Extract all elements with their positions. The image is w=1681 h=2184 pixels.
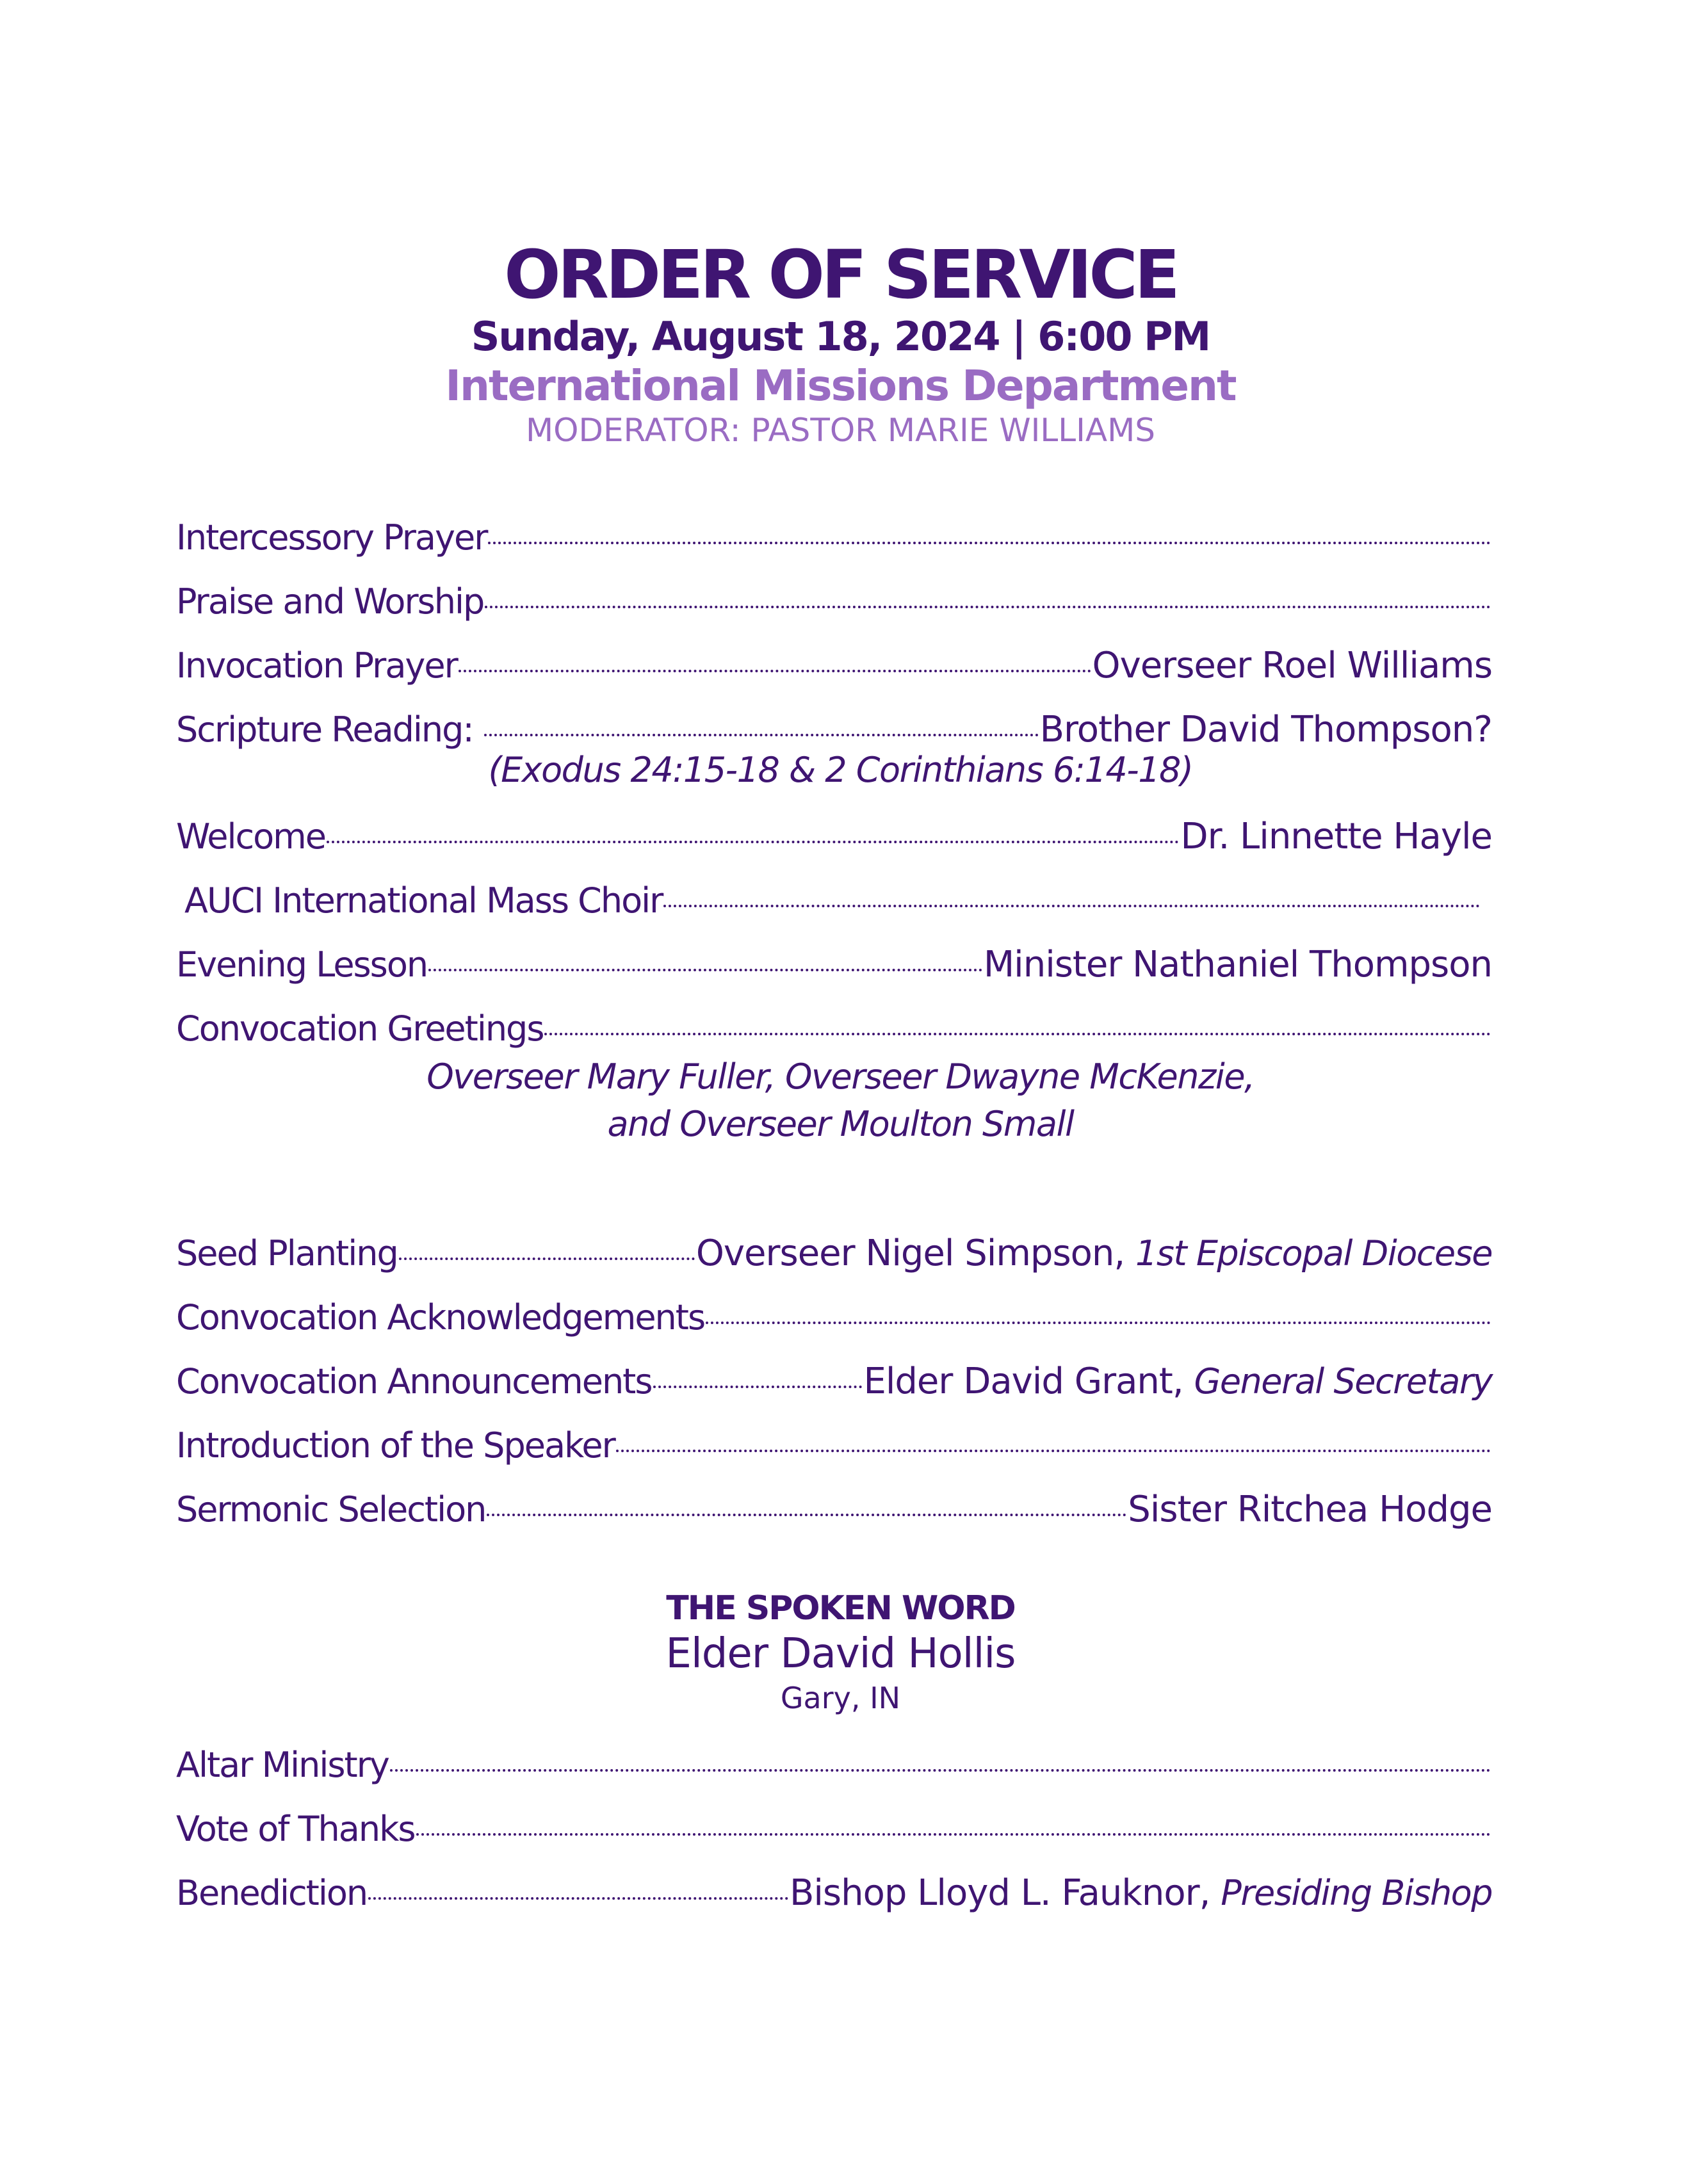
program-item-label: Intercessory Prayer — [176, 517, 487, 558]
dot-leader — [663, 905, 1480, 907]
program-item-label: AUCI International Mass Choir — [184, 880, 663, 921]
moderator-line: MODERATOR: PASTOR MARIE WILLIAMS — [526, 412, 1155, 449]
greetings-names-line-1: Overseer Mary Fuller, Overseer Dwayne McKenzie, — [426, 1056, 1255, 1097]
program-item-benediction — [176, 1868, 1492, 1919]
program-item-convocation-greetings — [176, 1003, 1492, 1055]
spoken-word-heading: THE SPOKEN WORD — [666, 1589, 1015, 1628]
dot-leader — [544, 1033, 1491, 1035]
dot-leader — [653, 1386, 863, 1388]
program-item-sermonic-selection — [176, 1484, 1492, 1535]
dot-leader — [616, 1450, 1491, 1452]
program-item-welcome — [176, 811, 1492, 862]
spoken-word-location: Gary, IN — [780, 1681, 901, 1715]
header — [0, 237, 1681, 449]
program-item-mass-choir — [184, 875, 1481, 926]
program-item-introduction-of-speaker — [176, 1420, 1492, 1471]
program-item-name: Minister Nathaniel Thompson — [983, 944, 1492, 985]
dot-leader — [428, 969, 982, 971]
service-date: Sunday, August 18, 2024 | 6:00 PM — [471, 313, 1210, 360]
dot-leader — [484, 734, 1039, 736]
program-item-label: Altar Ministry — [176, 1745, 389, 1785]
program-item-label: Convocation Announcements — [176, 1361, 652, 1402]
dot-leader — [390, 1769, 1491, 1772]
program-item-invocation-prayer — [176, 640, 1492, 692]
program-item-name: Sister Ritchea Hodge — [1128, 1489, 1492, 1530]
spoken-word-block — [0, 1588, 1681, 1717]
program-item-evening-lesson — [176, 939, 1492, 991]
program-item-seed-planting — [176, 1228, 1492, 1279]
program-item-name: Overseer Roel Williams — [1092, 645, 1492, 686]
department-name: International Missions Department — [445, 361, 1236, 410]
program-item-convocation-acknowledgements — [176, 1292, 1492, 1343]
dot-leader — [459, 670, 1091, 672]
program-item-label: Convocation Greetings — [176, 1008, 544, 1049]
program-item-name: Dr. Linnette Hayle — [1180, 816, 1492, 857]
dot-leader — [416, 1833, 1491, 1836]
program-item-label: Praise and Worship — [176, 581, 484, 622]
program-item-name: Elder David Grant, — [863, 1361, 1194, 1402]
program-item-label: Invocation Prayer — [176, 645, 457, 686]
page-title: ORDER OF SERVICE — [504, 236, 1177, 314]
program-item-name: Bishop Lloyd L. Fauknor, — [789, 1872, 1221, 1914]
program-item-title: 1st Episcopal Diocese — [1135, 1233, 1492, 1274]
dot-leader — [487, 1514, 1126, 1516]
program-item-label: Vote of Thanks — [176, 1809, 415, 1849]
program-item-label: Evening Lesson — [176, 944, 428, 985]
program-item-intercessory-prayer — [176, 512, 1492, 563]
scripture-reference: (Exodus 24:15-18 & 2 Corinthians 6:14-18) — [488, 750, 1193, 790]
dot-leader — [327, 841, 1179, 843]
program-item-name: Overseer Nigel Simpson, — [695, 1233, 1135, 1274]
program-item-label: Welcome — [176, 816, 326, 857]
program-item-label: Scripture Reading: — [176, 709, 483, 750]
program-item-vote-of-thanks — [176, 1804, 1492, 1855]
program-item-label: Introduction of the Speaker — [176, 1425, 615, 1466]
program-item-label: Seed Planting — [176, 1233, 398, 1274]
dot-leader — [399, 1258, 695, 1260]
program-item-label: Sermonic Selection — [176, 1489, 486, 1530]
program-item-title: General Secretary — [1194, 1361, 1492, 1402]
dot-leader — [488, 542, 1491, 544]
program-item-convocation-announcements — [176, 1356, 1492, 1407]
program-item-praise-and-worship — [176, 576, 1492, 627]
dot-leader — [706, 1322, 1491, 1324]
dot-leader — [368, 1897, 788, 1900]
program-item-label: Benediction — [176, 1873, 368, 1913]
program-item-label: Convocation Acknowledgements — [176, 1297, 705, 1338]
program-item-altar-ministry — [176, 1740, 1492, 1791]
dot-leader — [485, 606, 1491, 608]
spoken-word-speaker: Elder David Hollis — [665, 1630, 1016, 1678]
program-item-title: Presiding Bishop — [1221, 1873, 1492, 1913]
program-item-name: Brother David Thompson? — [1039, 709, 1492, 750]
greetings-names-line-2: and Overseer Moulton Small — [607, 1104, 1074, 1144]
